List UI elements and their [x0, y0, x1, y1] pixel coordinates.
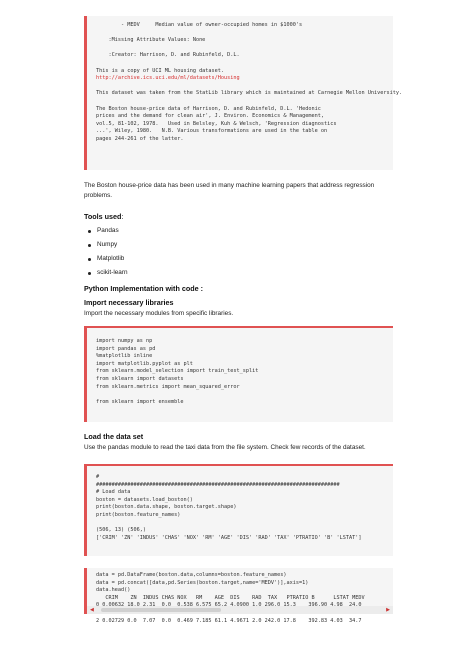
- code-line: The Boston house-price data of Harrison, D. and Rubinfeld, D.L. 'Hedonic: [96, 105, 321, 112]
- code-line: import matplotlib.pyplot as plt: [96, 360, 193, 367]
- intro-paragraph: The Boston house-price data has been used in many machine learning papers that address regression problems.: [84, 182, 375, 199]
- tools-heading: [84, 212, 123, 221]
- code-line: :Missing Attribute Values: None: [96, 37, 206, 44]
- code-lines: [96, 474, 387, 542]
- list-item: [84, 224, 128, 238]
- scroll-right-icon[interactable]: ▶: [386, 607, 390, 613]
- code-line: prices and the demand for clean air', J. Environ. Economics & Management,: [96, 113, 324, 120]
- tool-label: Numpy: [97, 241, 118, 248]
- code-line: 2 0.02729 0.0 7.07 0.0 0.469 7.185 61.1 4.9671 2.0 242.0 17.8 392.83 4.03 34.7: [96, 617, 362, 624]
- scroll-thumb[interactable]: [101, 608, 221, 612]
- code-line: %matplotlib inline: [96, 353, 153, 360]
- code-line: (506, 13) (506,): [96, 527, 146, 534]
- bullet-icon: [88, 244, 91, 247]
- load-data-heading: Load the data set: [84, 432, 144, 441]
- bullet-icon: [88, 230, 91, 233]
- list-item: [84, 266, 128, 280]
- bullet-icon: [88, 272, 91, 275]
- code-line: from sklearn.model_selection import train_test_split: [96, 368, 259, 375]
- code-line: print(boston.data.shape, boston.target.shape): [96, 504, 237, 511]
- code-lines: [96, 22, 403, 144]
- list-item: [84, 238, 128, 252]
- tool-label: scikit-learn: [97, 269, 128, 276]
- code-line: # Load data: [96, 489, 131, 496]
- code-line: http://archive.ics.uci.edu/ml/datasets/Housing: [96, 75, 240, 82]
- load-data-code-block: [84, 464, 393, 556]
- tools-heading-label: Tools used: [84, 212, 122, 221]
- code-line: [96, 83, 387, 91]
- code-line: CRIM ZN INDUS CHAS NOX RM AGE DIS RAD TAX PTRATIO B LSTAT MEDV: [96, 594, 365, 601]
- code-line: from sklearn.metrics import mean_squared_error: [96, 383, 240, 390]
- code-line: [96, 520, 387, 528]
- code-line: [96, 98, 387, 106]
- import-paragraph: Import the necessary modules from specific libraries.: [84, 310, 234, 317]
- dataframe-code-block: [84, 568, 393, 624]
- code-line: data = pd.DataFrame(boston.data,columns=boston.feature_names): [96, 572, 287, 578]
- code-line: This dataset was taken from the StatLib library which is maintained at Carnegie Mellon University.: [96, 90, 403, 97]
- code-line: :Creator: Harrison, D. and Rubinfeld, D.L.: [96, 52, 240, 59]
- code-line: [96, 30, 387, 38]
- import-heading: Import necessary libraries: [84, 298, 174, 307]
- code-line: pages 244-261 of the latter.: [96, 135, 184, 142]
- code-line: ['CRIM' 'ZN' 'INDUS' 'CHAS' 'NOX' 'RM' 'AGE' 'DIS' 'RAD' 'TAX' 'PTRATIO' 'B' 'LSTAT']: [96, 534, 362, 541]
- scroll-left-icon[interactable]: ◀: [90, 607, 94, 613]
- code-line: [96, 391, 387, 399]
- load-data-paragraph: Use the pandas module to read the taxi data from the file system. Check few records of the dataset.: [84, 444, 366, 451]
- code-lines: [96, 338, 387, 406]
- tools-list: [84, 224, 128, 280]
- import-code-block: [84, 326, 393, 422]
- code-line: data = pd.concat([data,pd.Series(boston.target,name='MEDV')],axis=1): [96, 579, 309, 586]
- code-line: boston = datasets.load_boston(): [96, 496, 193, 503]
- code-line: data.head(): [96, 587, 131, 594]
- code-line: vol.5, 81-102, 1978. Used in Belsley, Kuh & Welsch, 'Regression diagnostics: [96, 120, 337, 127]
- code-line: import numpy as np: [96, 338, 153, 344]
- code-line: from sklearn import datasets: [96, 375, 184, 382]
- code-line: This is a copy of UCI ML housing dataset.: [96, 67, 225, 74]
- dataset-description-code-block: [84, 16, 403, 170]
- tools-heading-colon: :: [121, 212, 124, 221]
- code-line: - MEDV Median value of owner-occupied homes in $1000's: [96, 22, 303, 28]
- code-line: import pandas as pd: [96, 345, 156, 352]
- implementation-heading: Python Implementation with code :: [84, 284, 203, 293]
- list-item: [84, 252, 128, 266]
- code-line: ...', Wiley, 1980. N.B. Various transformations are used in the table on: [96, 128, 328, 135]
- code-line: [96, 60, 387, 68]
- bullet-icon: [88, 258, 91, 261]
- horizontal-scrollbar[interactable]: [84, 606, 393, 614]
- code-line: print(boston.feature_names): [96, 511, 181, 518]
- code-line: #: [96, 474, 100, 480]
- tool-label: Matplotlib: [97, 255, 125, 262]
- code-line: from sklearn import ensemble: [96, 398, 184, 405]
- code-lines: [96, 572, 387, 625]
- code-line: ##############################################################################: [96, 481, 340, 488]
- code-line: [96, 45, 387, 53]
- tool-label: Pandas: [97, 227, 119, 234]
